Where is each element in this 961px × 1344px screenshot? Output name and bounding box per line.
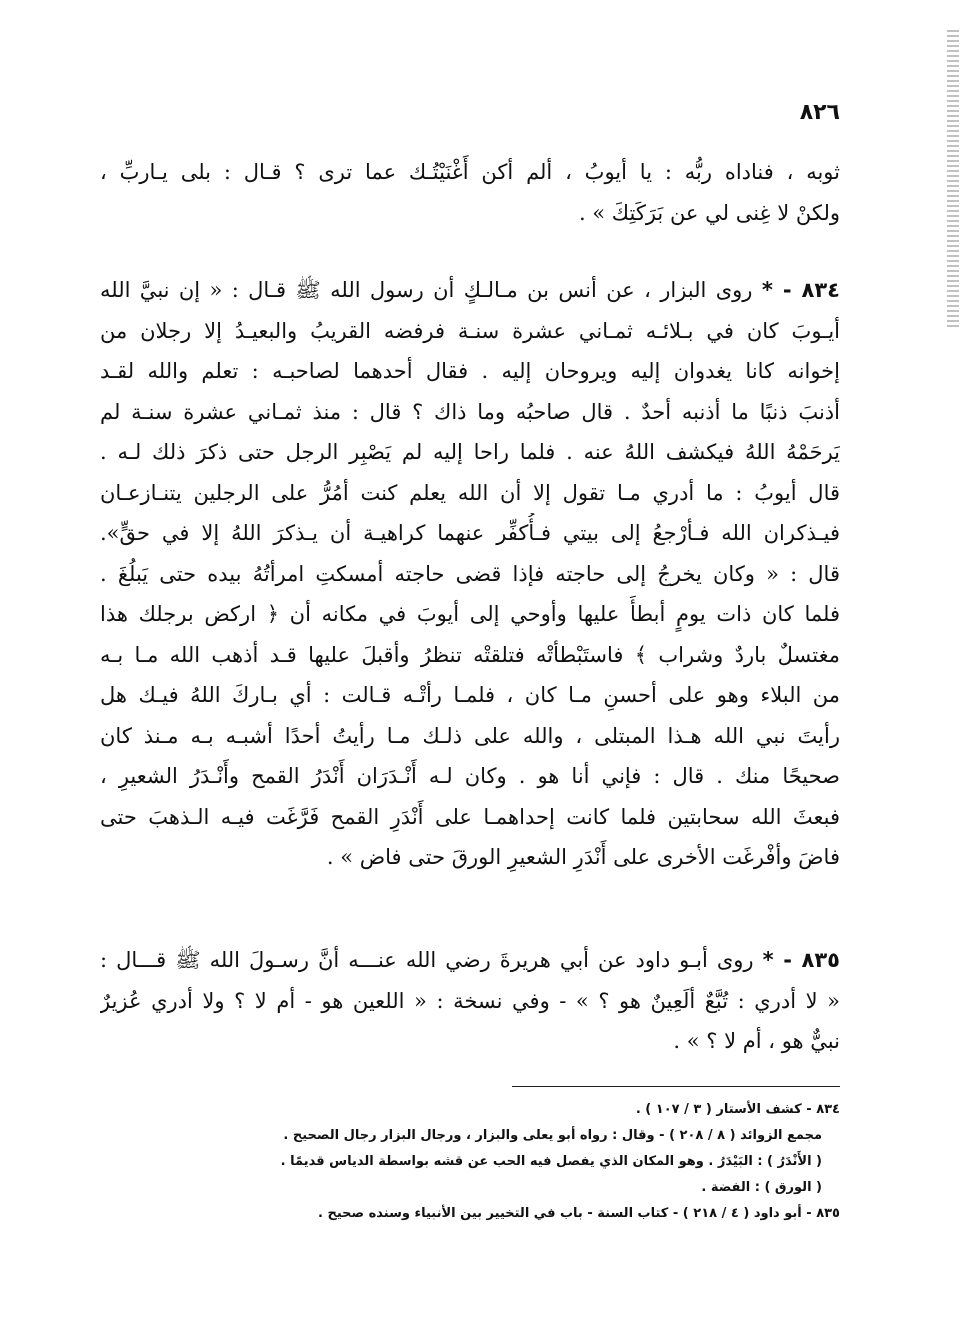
text-line: « لا أدري : تُبَّعٌ ألَعِينٌ هو ؟ » - وفي نسخة : « اللعين هو - أم لا ؟ ولا أدري عُزيرٌ [100, 988, 840, 1013]
text-line [100, 940, 840, 981]
continuation-paragraph [100, 152, 840, 233]
hadith-835 [100, 940, 840, 1062]
footnote-separator [512, 1086, 840, 1087]
text-line: فيـذكران الله فـأرْجعُ إلى بيتي فـأُكفِّر عنهما كراهيـة أن يـذكرَ اللهُ إلا في حقٍّ». [100, 521, 840, 545]
hadith-number: ٨٣٥ - * [762, 948, 840, 972]
hadith-first-line: روى البزار ، عن أنس بن مـالـكٍ أن رسول الله ﷺ قـال : « إن نبيَّ الله [100, 278, 753, 302]
text-line: رأيتَ نبي الله هـذا المبتلى ، والله على ذلـك مـا رأيتُ أحدًا أشبـه بـه مـنذ كان [100, 723, 840, 748]
text-line: ثوبه ، فناداه ربُّه : يا أيوبُ ، ألم أكن أَغْنَيْتُـك عما ترى ؟ قـال : بلى يـاربِّ ، [100, 160, 840, 184]
hadith-number: ٨٣٤ - * [761, 278, 840, 302]
text-line: يَرحَمْهُ اللهُ فيكشف اللهُ عنه . فلما راحا إليه لم يَصْبِر الرجل حتى ذكرَ ذلك لـه . [100, 440, 840, 464]
footnote-835: ٨٣٥ - أبو داود ( ٤ / ٢١٨ ) - كتاب السنة - باب في التخيير بين الأنبياء وسنده صحيح . [317, 1206, 840, 1221]
text-line: مغتسلٌ باردٌ وشراب ﴾ فاستَبْطأتْه فتلقتْه تنظرُ وأقبلَ عليها قـد أذهب الله مـا بـه [100, 642, 840, 667]
text-line: فاضَ وأفْرغَت الأخرى على أَنْدَرِ الشعيرِ الورقَ حتى فاض » . [326, 845, 840, 869]
footnote-line: ( الورق ) : الفضة . [701, 1180, 822, 1195]
text-line: ولكنْ لا غِنى لي عن بَرَكَتِكَ » . [578, 200, 840, 225]
text-line: فلما كان ذات يومٍ أبطأَ عليها وأوحي إلى أيوبَ في مكانه أن ﴿ اركض برجلك هذا [100, 602, 840, 626]
page-number: ٨٢٦ [799, 100, 840, 125]
text-line: أذنبَ ذنبًا ما أذنبه أحدٌ . قال صاحبُه وما ذاك ؟ قال : منذ ثمـاني عشرة سنـة لم [100, 399, 840, 424]
footnote-834: ٨٣٤ - كشف الأستار ( ٣ / ١٠٧ ) . [635, 1102, 840, 1117]
footnote-line: ( الأَنْدَرُ ) : البَيْدَرُ . وهو المكان الذي يفصل فيه الحب عن قشه بواسطة الدياس قديمًا . [280, 1154, 822, 1169]
text-line: فبعثَ الله سحابتين فلما كانت إحداهمـا على أَنْدَرِ القمح فَرَّغَت فيـه الـذهبَ حتى [100, 804, 840, 829]
footnote-line: مجمع الزوائد ( ٨ / ٢٠٨ ) - وقال : رواه أبو يعلى والبزار ، ورجال البزار رجال الصحيح . [283, 1128, 822, 1143]
text-line: إخوانه كانا يغدوان إليه ويروحان إليه . فقال أحدهما لصاحبـه : تعلم والله لقـد [100, 359, 840, 383]
footnotes [200, 1097, 840, 1227]
text-line: قال : « وكان يخرجُ إلى حاجته فإذا قضى حاجته أمسكتِ امرأتُهُ بيده حتى يَبلُغَ . [100, 561, 840, 586]
scan-edge-noise [947, 30, 959, 330]
hadith-834 [100, 270, 840, 878]
text-line: من البلاء وهو على أحسنِ مـا كان ، فلمـا رأتْـه قـالت : أي بـاركَ اللهُ فيـك هل [100, 683, 840, 707]
text-line: قال أيوبُ : ما أدري مـا تقول إلا أن الله يعلم كنت أمُرُّ على الرجلين يتنـازعـان [100, 480, 840, 505]
hadith-first-line: روى أبـو داود عن أبي هريرةَ رضي الله عنـــه أنَّ رسـولَ الله ﷺ قـــال : [100, 948, 754, 972]
text-line [100, 270, 840, 311]
text-line: أيـوبَ كان في بـلائـه ثمـاني عشرة سنـة فرفضه القريبُ والبعيـدُ إلا رجلان من [100, 318, 840, 343]
text-line: صحيحًا منك . قال : فإني أنا هو . وكان لـه أَنْـدَرَان أَنْدَرُ القمح وأَنْـدَرُ الشعيرِ ، [100, 764, 840, 788]
text-line: نبيٌّ هو ، أم لا ؟ » . [673, 1029, 840, 1053]
